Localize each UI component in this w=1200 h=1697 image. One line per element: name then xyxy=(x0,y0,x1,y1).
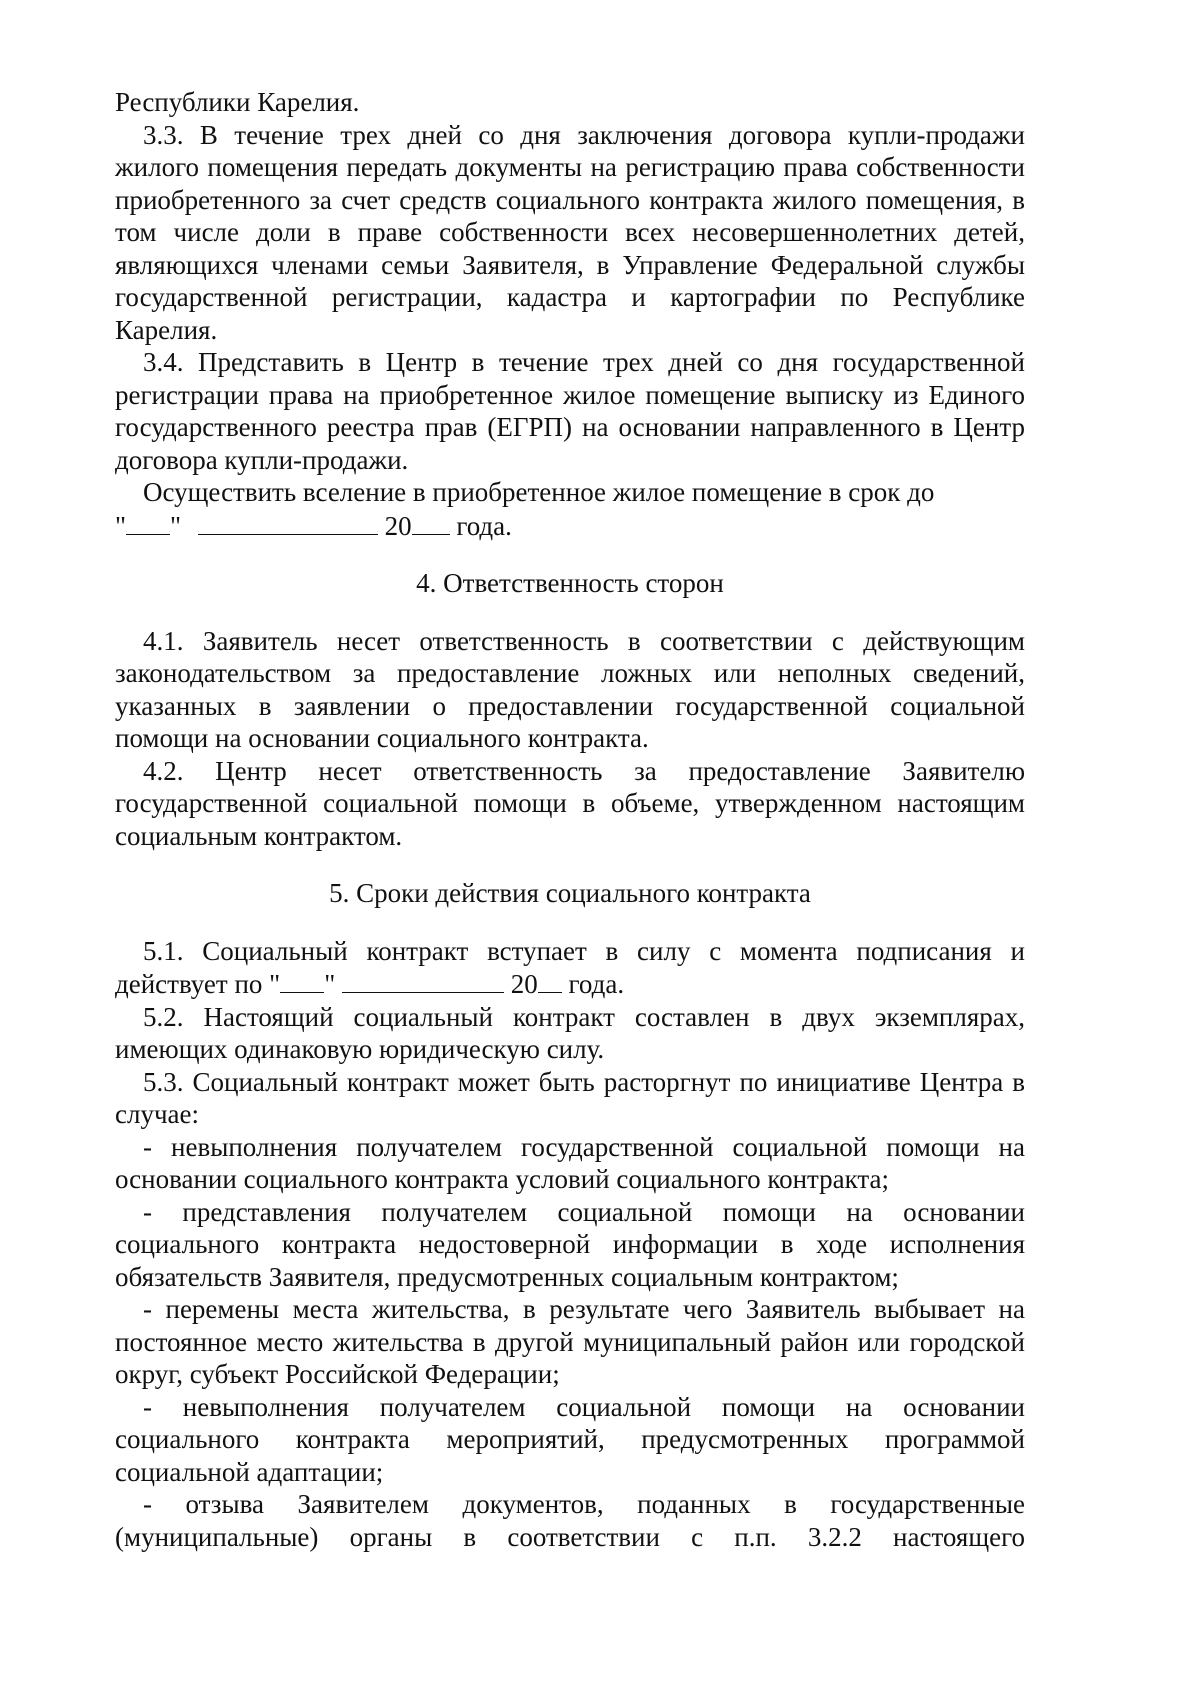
settlement-date-line xyxy=(115,509,1025,543)
settlement-year-prefix: 20 xyxy=(384,510,412,541)
settlement-year-blank xyxy=(412,509,450,535)
settlement-quote-open: " xyxy=(115,510,127,541)
settlement-day-blank xyxy=(126,509,170,535)
paragraph-5-3: 5.3. Социальный контракт может быть расторгнут по инициативе Центра в случае: xyxy=(115,1066,1025,1129)
section-5-heading: 5. Сроки действия социального контракта xyxy=(329,878,811,908)
bullet-item-4: - невыполнения получателем социальной помощи на основании социального контракта мероприятий, предусмотренных программой социальной адаптации; xyxy=(115,1391,1025,1487)
settlement-quote-close: " xyxy=(170,510,182,541)
paragraph-3-4: 3.4. Представить в Центр в течение трех дней со дня государственной регистрации права на приобретенное жилое помещение выписку из Единого государственного реестра прав (ЕГРП) на основании направленного в Центр договора купли-продажи. xyxy=(115,347,1025,475)
settlement-month-blank xyxy=(198,509,378,535)
bullet-item-5: - отзыва Заявителем документов, поданных в государственные (муниципальные) органы в соответствии с п.п. 3.2.2 настоящего xyxy=(115,1489,1025,1552)
p5-1-year-suffix: года. xyxy=(568,969,625,999)
bullet-item-2: - представления получателем социальной помощи на основании социального контракта недостоверной информации в ходе исполнения обязательств Заявителя, предусмотренных социальным контрактом; xyxy=(115,1196,1025,1292)
paragraph-4-1: 4.1. Заявитель несет ответственность в соответствии с действующим законодательством за предоставление ложных или неполных сведений, указанных в заявлении о предоставлении государственной социальной помощи на основании социального контракта. xyxy=(115,625,1025,753)
document-page xyxy=(115,86,1025,1553)
p5-1-quote-open: " xyxy=(269,969,281,999)
p5-1-quote-close: " xyxy=(324,969,336,999)
p5-1-year-prefix: 20 xyxy=(510,969,538,999)
paragraph-settlement xyxy=(115,476,1025,542)
paragraph-5-1 xyxy=(115,935,1025,1001)
paragraph-4-2: 4.2. Центр несет ответственность за предоставление Заявителю государственной социальной помощи в объеме, утвержденном настоящим социальным контрактом. xyxy=(115,755,1025,851)
settlement-text: Осуществить вселение в приобретенное жилое помещение в срок до xyxy=(143,477,935,507)
paragraph-5-1-text: 5.1. Социальный контракт вступает в силу с момента подписания и действует по xyxy=(115,935,1025,999)
settlement-year-suffix: года. xyxy=(456,510,512,541)
bullet-item-1: - невыполнения получателем государственной социальной помощи на основании социального контракта условий социального контракта; xyxy=(115,1131,1025,1194)
paragraph-3-3: 3.3. В течение трех дней со дня заключения договора купли-продажи жилого помещения передать документы на регистрацию права собственности приобретенного за счет средств социального контракта жилого помещения, в том числе доли в праве собственности всех несовершеннолетних детей, являющихся членами семьи Заявителя, в Управление Федеральной службы государственной регистрации, кадастра и картографии по Республике Карелия. xyxy=(115,119,1025,345)
paragraph-5-2: 5.2. Настоящий социальный контракт составлен в двух экземплярах, имеющих одинаковую юридическую силу. xyxy=(115,1001,1025,1064)
p5-1-year-blank xyxy=(538,967,562,993)
p5-1-month-blank xyxy=(342,967,504,993)
bullet-item-3: - перемены места жительства, в результате чего Заявитель выбывает на постоянное место жительства в другой муниципальный район или городской округ, субъект Российской Федерации; xyxy=(115,1294,1025,1389)
p5-1-day-blank xyxy=(280,967,324,993)
section-4-heading: 4. Ответственность сторон xyxy=(416,568,724,598)
paragraph-republic: Республики Карелия. xyxy=(115,87,360,117)
